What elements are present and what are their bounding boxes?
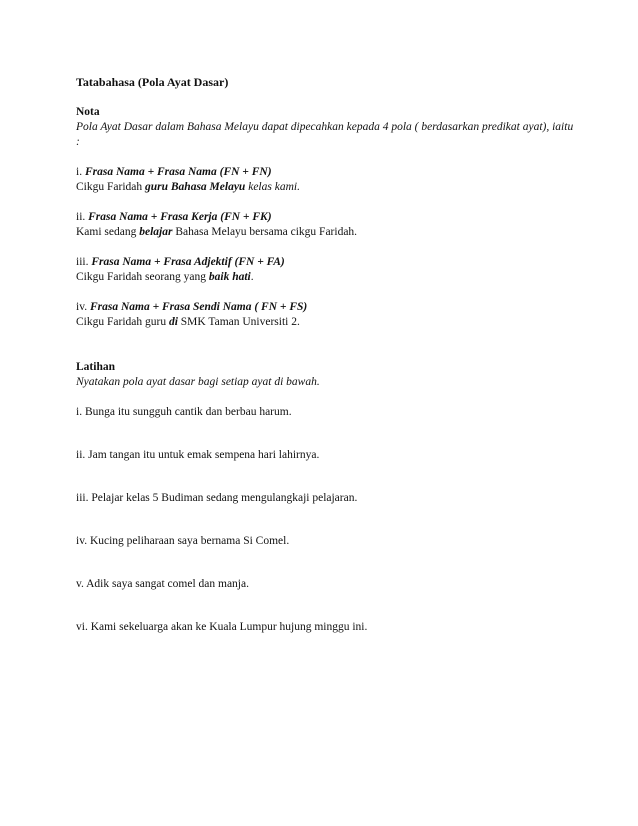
example-text-highlight: belajar bbox=[139, 226, 173, 238]
pattern-example bbox=[76, 180, 576, 195]
pattern-number: iv. bbox=[76, 301, 88, 313]
exercise-item: iii. Pelajar kelas 5 Budiman sedang mengulangkaji pelajaran. bbox=[76, 492, 358, 504]
nota-heading: Nota bbox=[76, 106, 100, 118]
nota-description: Pola Ayat Dasar dalam Bahasa Melayu dapat dipecahkan kepada 4 pola ( berdasarkan predikat ayat), iaitu : bbox=[76, 121, 574, 148]
pattern-item bbox=[76, 300, 576, 330]
pattern-heading bbox=[76, 165, 576, 180]
pattern-heading bbox=[76, 210, 576, 225]
pattern-item bbox=[76, 165, 576, 195]
latihan-instruction: Nyatakan pola ayat dasar bagi setiap ayat di bawah. bbox=[76, 376, 320, 388]
pattern-item bbox=[76, 255, 576, 285]
pattern-label: Frasa Nama + Frasa Adjektif (FN + FA) bbox=[91, 256, 285, 268]
example-text-post: kelas kami. bbox=[245, 181, 300, 193]
example-text-post: . bbox=[250, 271, 254, 283]
example-text-pre: Cikgu Faridah bbox=[76, 181, 145, 193]
example-text-highlight: guru Bahasa Melayu bbox=[145, 181, 246, 193]
nota-section bbox=[76, 105, 576, 150]
pattern-number: iii. bbox=[76, 256, 89, 268]
example-text-pre: Cikgu Faridah seorang yang bbox=[76, 271, 209, 283]
example-text-highlight: di bbox=[168, 316, 178, 328]
example-text-highlight: baik hati bbox=[208, 271, 251, 283]
pattern-item bbox=[76, 210, 576, 240]
example-text-post: SMK Taman Universiti 2. bbox=[177, 316, 300, 328]
exercise-item: vi. Kami sekeluarga akan ke Kuala Lumpur hujung minggu ini. bbox=[76, 621, 368, 633]
pattern-number: ii. bbox=[76, 211, 86, 223]
latihan-heading: Latihan bbox=[76, 361, 115, 373]
pattern-heading bbox=[76, 255, 576, 270]
pattern-example bbox=[76, 315, 576, 330]
exercise-item: iv. Kucing peliharaan saya bernama Si Comel. bbox=[76, 535, 290, 547]
pattern-label: Frasa Nama + Frasa Sendi Nama ( FN + FS) bbox=[89, 301, 308, 313]
pattern-example bbox=[76, 270, 576, 285]
exercise-item: v. Adik saya sangat comel dan manja. bbox=[76, 578, 249, 590]
document-page bbox=[76, 75, 576, 635]
latihan-section bbox=[76, 360, 576, 390]
example-text-pre: Cikgu Faridah guru bbox=[76, 316, 169, 328]
page-title: Tatabahasa (Pola Ayat Dasar) bbox=[76, 75, 229, 89]
pattern-label: Frasa Nama + Frasa Kerja (FN + FK) bbox=[88, 211, 272, 223]
exercise-item: i. Bunga itu sungguh cantik dan berbau harum. bbox=[76, 406, 292, 418]
example-text-pre: Kami sedang bbox=[76, 226, 140, 238]
exercise-list bbox=[76, 405, 576, 635]
section-spacer bbox=[76, 345, 576, 360]
pattern-number: i. bbox=[76, 166, 83, 178]
pattern-label: Frasa Nama + Frasa Nama (FN + FN) bbox=[84, 166, 272, 178]
exercise-item: ii. Jam tangan itu untuk emak sempena hari lahirnya. bbox=[76, 449, 320, 461]
example-text-post: Bahasa Melayu bersama cikgu Faridah. bbox=[172, 226, 358, 238]
pattern-heading bbox=[76, 300, 576, 315]
pattern-example bbox=[76, 225, 576, 240]
